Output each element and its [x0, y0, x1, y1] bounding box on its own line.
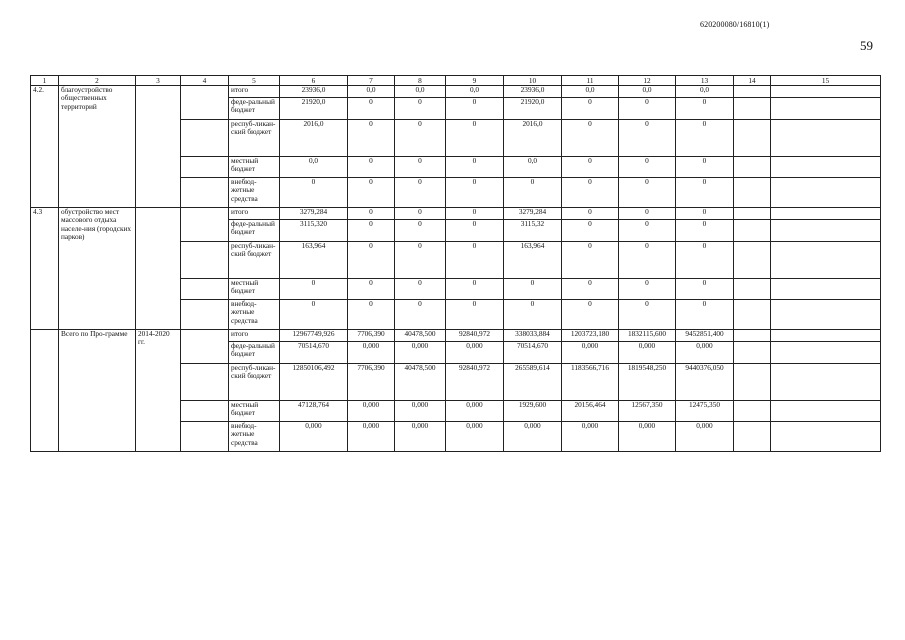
- value-cell: 0,000: [395, 342, 446, 364]
- value-cell: 0: [676, 157, 734, 178]
- value-cell: 92840,972: [446, 364, 504, 401]
- column-number-header: 2: [59, 76, 136, 86]
- value-cell: 0: [348, 279, 395, 300]
- value-cell: 0: [504, 279, 562, 300]
- value-cell: 21920,0: [280, 98, 348, 120]
- value-cell: 0: [676, 300, 734, 330]
- value-cell: 40478,500: [395, 330, 446, 342]
- value-cell: 12567,350: [619, 401, 676, 422]
- value-cell: 0: [619, 279, 676, 300]
- section-number-cell: [31, 330, 59, 452]
- value-cell: 0,0: [280, 157, 348, 178]
- value-cell: 0,000: [619, 342, 676, 364]
- value-cell: 92840,972: [446, 330, 504, 342]
- value-cell: 0: [619, 98, 676, 120]
- value-cell: 12967749,926: [280, 330, 348, 342]
- value-cell: 0: [619, 178, 676, 208]
- value-cell: 0: [446, 120, 504, 157]
- blank-cell: [181, 342, 229, 364]
- column-number-header: 3: [136, 76, 181, 86]
- column-number-row: [31, 76, 881, 86]
- column-number-header: 15: [771, 76, 881, 86]
- column-number-header: 10: [504, 76, 562, 86]
- value-cell: 0,0: [504, 157, 562, 178]
- value-cell: 0: [619, 300, 676, 330]
- value-cell: 0: [562, 120, 619, 157]
- value-cell: 0,000: [562, 342, 619, 364]
- empty-cell: [734, 364, 771, 401]
- empty-cell: [734, 279, 771, 300]
- column-number-header: 6: [280, 76, 348, 86]
- budget-table: [30, 75, 881, 452]
- value-cell: 0: [395, 300, 446, 330]
- funding-source-label: местный бюджет: [229, 401, 280, 422]
- value-cell: 23936,0: [504, 86, 562, 98]
- blank-cell: [181, 422, 229, 452]
- value-cell: 0,000: [395, 422, 446, 452]
- value-cell: 0: [619, 120, 676, 157]
- value-cell: 9452851,400: [676, 330, 734, 342]
- section-number-cell: 4.2.: [31, 86, 59, 208]
- value-cell: 0,0: [619, 86, 676, 98]
- empty-cell: [771, 242, 881, 279]
- empty-cell: [734, 300, 771, 330]
- value-cell: 0: [676, 279, 734, 300]
- empty-cell: [734, 86, 771, 98]
- value-cell: 0: [446, 242, 504, 279]
- empty-cell: [771, 342, 881, 364]
- value-cell: 0,000: [504, 422, 562, 452]
- value-cell: 0: [676, 220, 734, 242]
- value-cell: 0: [395, 98, 446, 120]
- funding-source-label: итого: [229, 330, 280, 342]
- column-number-header: 5: [229, 76, 280, 86]
- value-cell: 0,0: [562, 86, 619, 98]
- funding-source-label: респуб-ликан-ский бюджет: [229, 364, 280, 401]
- empty-cell: [771, 364, 881, 401]
- period-cell: [136, 86, 181, 208]
- value-cell: 0: [348, 242, 395, 279]
- value-cell: 70514,670: [504, 342, 562, 364]
- funding-source-label: феде-ральный бюджет: [229, 220, 280, 242]
- value-cell: 0: [446, 300, 504, 330]
- value-cell: 0: [619, 208, 676, 220]
- value-cell: 0: [676, 98, 734, 120]
- value-cell: 0,000: [280, 422, 348, 452]
- funding-source-label: респуб-ликан-ский бюджет: [229, 120, 280, 157]
- period-cell: [136, 208, 181, 330]
- value-cell: 0: [446, 279, 504, 300]
- column-number-header: 7: [348, 76, 395, 86]
- column-number-header: 14: [734, 76, 771, 86]
- value-cell: 0,000: [446, 401, 504, 422]
- section-name-cell: обустройство мест массового отдыха населе-ния (городских парков): [59, 208, 136, 330]
- value-cell: 0: [619, 220, 676, 242]
- empty-cell: [734, 208, 771, 220]
- empty-cell: [771, 86, 881, 98]
- table-row: [31, 86, 881, 98]
- empty-cell: [771, 401, 881, 422]
- empty-cell: [771, 157, 881, 178]
- funding-source-label: местный бюджет: [229, 157, 280, 178]
- empty-cell: [771, 120, 881, 157]
- value-cell: 338033,884: [504, 330, 562, 342]
- funding-source-label: феде-ральный бюджет: [229, 98, 280, 120]
- empty-cell: [771, 220, 881, 242]
- value-cell: 0: [395, 220, 446, 242]
- column-number-header: 9: [446, 76, 504, 86]
- table-row: [31, 208, 881, 220]
- section-name-cell: Всего по Про-грамме: [59, 330, 136, 452]
- empty-cell: [734, 342, 771, 364]
- blank-cell: [181, 300, 229, 330]
- value-cell: 0: [446, 178, 504, 208]
- blank-cell: [181, 242, 229, 279]
- blank-cell: [181, 120, 229, 157]
- value-cell: 0: [395, 242, 446, 279]
- value-cell: 0: [504, 178, 562, 208]
- empty-cell: [771, 178, 881, 208]
- value-cell: 1832115,600: [619, 330, 676, 342]
- value-cell: 0: [280, 279, 348, 300]
- value-cell: 0,0: [395, 86, 446, 98]
- blank-cell: [181, 86, 229, 98]
- value-cell: 0: [676, 208, 734, 220]
- value-cell: 0,000: [619, 422, 676, 452]
- value-cell: 70514,670: [280, 342, 348, 364]
- value-cell: 0: [348, 178, 395, 208]
- value-cell: 0: [348, 208, 395, 220]
- empty-cell: [734, 178, 771, 208]
- empty-cell: [734, 330, 771, 342]
- empty-cell: [771, 422, 881, 452]
- value-cell: 3115,32: [504, 220, 562, 242]
- value-cell: 0: [280, 300, 348, 330]
- value-cell: 23936,0: [280, 86, 348, 98]
- column-number-header: 13: [676, 76, 734, 86]
- value-cell: 0: [676, 242, 734, 279]
- value-cell: 12475,350: [676, 401, 734, 422]
- blank-cell: [181, 98, 229, 120]
- value-cell: 0: [446, 157, 504, 178]
- column-number-header: 4: [181, 76, 229, 86]
- value-cell: 47128,764: [280, 401, 348, 422]
- value-cell: 1929,600: [504, 401, 562, 422]
- value-cell: 0,000: [348, 401, 395, 422]
- column-number-header: 8: [395, 76, 446, 86]
- value-cell: 7706,390: [348, 364, 395, 401]
- empty-cell: [734, 120, 771, 157]
- value-cell: 0,000: [348, 342, 395, 364]
- value-cell: 0: [446, 98, 504, 120]
- value-cell: 0,000: [395, 401, 446, 422]
- value-cell: 163,964: [504, 242, 562, 279]
- value-cell: 0: [562, 178, 619, 208]
- value-cell: 21920,0: [504, 98, 562, 120]
- column-number-header: 11: [562, 76, 619, 86]
- value-cell: 0: [562, 279, 619, 300]
- value-cell: 0: [395, 208, 446, 220]
- funding-source-label: респуб-ликан-ский бюджет: [229, 242, 280, 279]
- value-cell: 0: [619, 157, 676, 178]
- value-cell: 0: [395, 279, 446, 300]
- table-row: [31, 330, 881, 342]
- value-cell: 0: [446, 220, 504, 242]
- value-cell: 9440376,050: [676, 364, 734, 401]
- empty-cell: [771, 300, 881, 330]
- document-number: 620200080/16810(1): [700, 20, 770, 29]
- value-cell: 0: [619, 242, 676, 279]
- empty-cell: [734, 401, 771, 422]
- column-number-header: 12: [619, 76, 676, 86]
- value-cell: 0,0: [348, 86, 395, 98]
- funding-source-label: внебюд-жетные средства: [229, 178, 280, 208]
- value-cell: 40478,500: [395, 364, 446, 401]
- empty-cell: [734, 422, 771, 452]
- value-cell: 0: [562, 300, 619, 330]
- value-cell: 20156,464: [562, 401, 619, 422]
- blank-cell: [181, 279, 229, 300]
- blank-cell: [181, 208, 229, 220]
- section-number-cell: 4.3: [31, 208, 59, 330]
- value-cell: 7706,390: [348, 330, 395, 342]
- value-cell: 0: [446, 208, 504, 220]
- value-cell: 0: [562, 98, 619, 120]
- value-cell: 0: [348, 220, 395, 242]
- empty-cell: [734, 98, 771, 120]
- blank-cell: [181, 330, 229, 342]
- empty-cell: [734, 242, 771, 279]
- value-cell: 0: [395, 120, 446, 157]
- value-cell: 0,000: [348, 422, 395, 452]
- funding-source-label: феде-ральный бюджет: [229, 342, 280, 364]
- value-cell: 0,0: [676, 86, 734, 98]
- column-number-header: 1: [31, 76, 59, 86]
- value-cell: 0,000: [676, 342, 734, 364]
- funding-source-label: внебюд-жетные средства: [229, 300, 280, 330]
- value-cell: 0: [504, 300, 562, 330]
- value-cell: 0: [395, 178, 446, 208]
- blank-cell: [181, 178, 229, 208]
- section-name-cell: благоустройство общественных территорий: [59, 86, 136, 208]
- empty-cell: [734, 157, 771, 178]
- value-cell: 2016,0: [504, 120, 562, 157]
- empty-cell: [771, 330, 881, 342]
- value-cell: 0: [280, 178, 348, 208]
- value-cell: 3279,284: [280, 208, 348, 220]
- value-cell: 1203723,180: [562, 330, 619, 342]
- value-cell: 3115,320: [280, 220, 348, 242]
- value-cell: 0: [348, 98, 395, 120]
- value-cell: 0: [562, 220, 619, 242]
- value-cell: 0: [676, 120, 734, 157]
- value-cell: 2016,0: [280, 120, 348, 157]
- value-cell: 1819548,250: [619, 364, 676, 401]
- funding-source-label: итого: [229, 86, 280, 98]
- value-cell: 0,000: [446, 342, 504, 364]
- value-cell: 0: [562, 208, 619, 220]
- value-cell: 265589,614: [504, 364, 562, 401]
- value-cell: 0: [395, 157, 446, 178]
- value-cell: 1183566,716: [562, 364, 619, 401]
- value-cell: 0,000: [562, 422, 619, 452]
- blank-cell: [181, 364, 229, 401]
- blank-cell: [181, 401, 229, 422]
- value-cell: 0: [676, 178, 734, 208]
- page-number: 59: [860, 38, 873, 53]
- value-cell: 0: [348, 300, 395, 330]
- empty-cell: [734, 220, 771, 242]
- value-cell: 0,0: [446, 86, 504, 98]
- funding-source-label: местный бюджет: [229, 279, 280, 300]
- value-cell: 0,000: [676, 422, 734, 452]
- value-cell: 0,000: [446, 422, 504, 452]
- value-cell: 0: [348, 157, 395, 178]
- value-cell: 0: [562, 157, 619, 178]
- value-cell: 163,964: [280, 242, 348, 279]
- period-cell: 2014-2020 гг.: [136, 330, 181, 452]
- value-cell: 12850106,492: [280, 364, 348, 401]
- value-cell: 0: [348, 120, 395, 157]
- value-cell: 0: [562, 242, 619, 279]
- empty-cell: [771, 208, 881, 220]
- empty-cell: [771, 98, 881, 120]
- blank-cell: [181, 220, 229, 242]
- blank-cell: [181, 157, 229, 178]
- funding-source-label: внебюд-жетные средства: [229, 422, 280, 452]
- empty-cell: [771, 279, 881, 300]
- funding-source-label: итого: [229, 208, 280, 220]
- value-cell: 3279,284: [504, 208, 562, 220]
